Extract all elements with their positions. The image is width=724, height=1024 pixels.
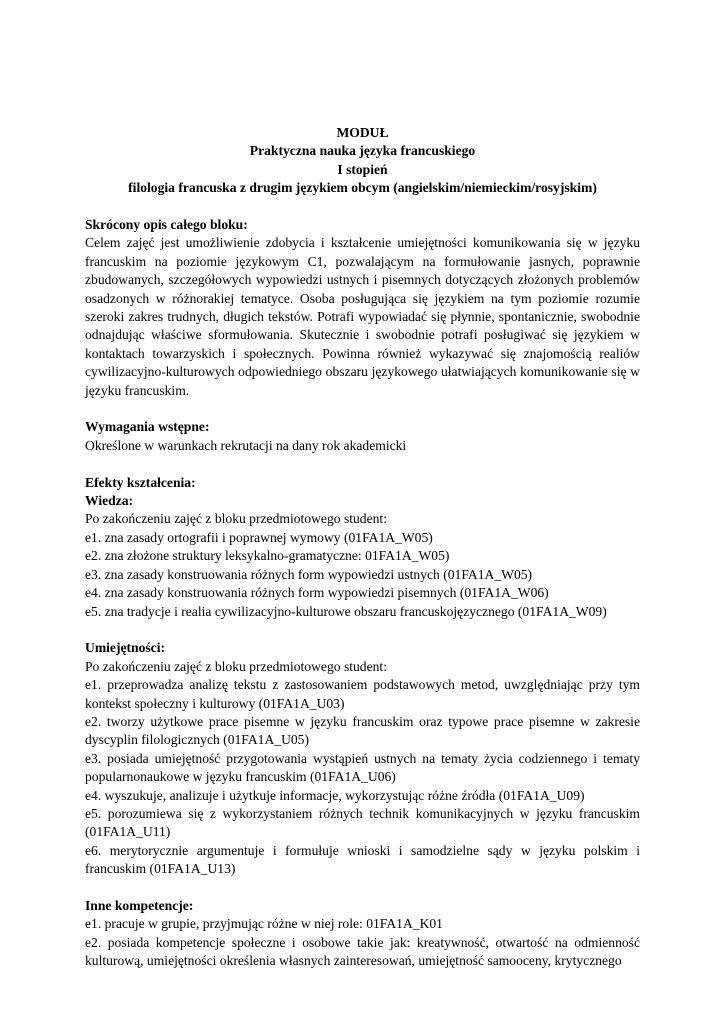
module-label: MODUŁ xyxy=(336,125,389,140)
document-page xyxy=(85,124,640,971)
skills-item: e1. przeprowadza analizę tekstu z zastosowaniem podstawowych metod, uwzględniając przy tym kontekst społeczny i kulturowy (01FA1A_U03) xyxy=(85,677,640,711)
degree-level: I stopień xyxy=(337,161,388,177)
skills-item: e6. merytorycznie argumentuje i formułuje wnioski i samodzielne sądy w języku polskim i francuskim (01FA1A_U13) xyxy=(85,842,640,877)
skills-intro: Po zakończeniu zajęć z bloku przedmiotowego student: xyxy=(85,658,387,674)
course-title: Praktyczna nauka języka francuskiego xyxy=(249,143,476,159)
competences-item: e1. pracuje w grupie, przyjmując różne w niej role: 01FA1A_K01 xyxy=(85,916,443,932)
summary-heading: Skrócony opis całego bloku: xyxy=(85,217,248,233)
requirements-text: Określone w warunkach rekrutacji na dany rok akademicki xyxy=(85,437,407,453)
document-header xyxy=(85,124,640,198)
knowledge-intro: Po zakończeniu zajęć z bloku przedmiotowego student: xyxy=(85,511,387,527)
knowledge-item: e1. zna zasady ortografii i poprawnej wymowy (01FA1A_W05) xyxy=(85,529,433,545)
skills-item: e5. porozumiewa się z wykorzystaniem różnych technik komunikacyjnych w języku francuskim (01FA1A_U11) xyxy=(85,805,640,840)
knowledge-item: e5. zna tradycje i realia cywilizacyjno-kulturowe obszaru francuskojęzycznego (01FA1A_W09) xyxy=(85,603,607,619)
knowledge-item: e4. zna zasady konstruowania różnych form wypowiedzi pisemnych (01FA1A_W06) xyxy=(85,585,549,601)
competences-item: e2. posiada kompetencje społeczne i osobowe takie jak: kreatywność, otwartość na odmienność kulturową, umiejętności określenia własnych zainteresowań, umiejętność samooceny, krytycznego xyxy=(85,934,640,969)
outcomes-heading: Efekty kształcenia: xyxy=(85,474,196,490)
knowledge-heading: Wiedza: xyxy=(85,493,134,509)
summary-text: Celem zajęć jest umożliwienie zdobycia i kształcenie umiejętności komunikowania się w języku francuskim na poziomie językowym C1, pozwalającym na formułowanie jasnych, poprawnie zbudowanych, szczegółowych wypowiedzi ustnych i pisemnych dotyczących złożonych problemów osadzonych w różnorakiej tematyce. Osoba posługująca się językiem na tym poziomie rozumie szeroki zakres trudnych, długich tekstów. Potrafi wypowiadać się płynnie, spontanicznie, swobodnie odnajdując właściwe sformułowania. Skutecznie i swobodnie potrafi posługiwać się językiem w kontaktach towarzyskich i społecznych. Powinna również wykazywać się znajomością realiów cywilizacyjno-kulturowych odpowiedniego obszaru językowego ułatwiających komunikowanie się w języku francuskim. xyxy=(85,235,640,398)
skills-heading: Umiejętności: xyxy=(85,640,166,656)
requirements-heading: Wymagania wstępne: xyxy=(85,419,210,435)
field-of-study: filologia francuska z drugim językiem obcym (angielskim/niemieckim/rosyjskim) xyxy=(128,180,597,196)
competences-heading: Inne kompetencje: xyxy=(85,897,194,913)
skills-item: e2. tworzy użytkowe prace pisemne w języku francuskim oraz typowe prace pisemne w zakresie dyscyplin filologicznych (01FA1A_U05) xyxy=(85,713,640,748)
knowledge-item: e3. zna zasady konstruowania różnych form wypowiedzi ustnych (01FA1A_W05) xyxy=(85,566,533,582)
knowledge-item: e2. zna złożone struktury leksykalno-gramatyczne: 01FA1A_W05) xyxy=(85,548,450,564)
skills-item: e3. posiada umiejętność przygotowania wystąpień ustnych na tematy życia codziennego i tematy popularnonaukowe w języku francuskim (01FA1A_U06) xyxy=(85,750,640,785)
skills-item: e4. wyszukuje, analizuje i użytkuje informacje, wykorzystując różne źródła (01FA1A_U09) xyxy=(85,787,585,803)
